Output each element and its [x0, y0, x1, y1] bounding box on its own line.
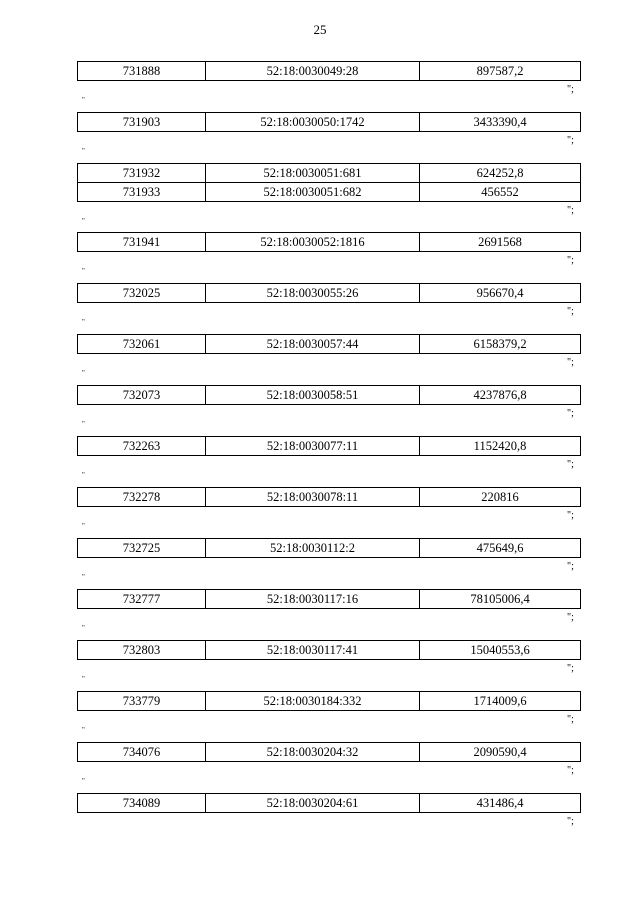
value-cell: 4237876,8: [420, 386, 581, 405]
closing-quote: ";: [567, 84, 574, 95]
record-table: [77, 163, 581, 202]
cadastral-number-cell: 52:18:0030204:32: [206, 743, 420, 762]
closing-quote: ";: [567, 135, 574, 146]
table-row: [78, 164, 581, 183]
record-number-cell: 732777: [78, 590, 206, 609]
value-cell: 456552: [420, 183, 581, 202]
opening-quote: ": [82, 573, 85, 581]
record-table: [77, 283, 581, 303]
cadastral-number-cell: 52:18:0030078:11: [206, 488, 420, 507]
opening-quote: ": [82, 267, 85, 275]
value-cell: 2090590,4: [420, 743, 581, 762]
record-number-cell: 732025: [78, 284, 206, 303]
record-table: [77, 640, 581, 660]
value-cell: 1152420,8: [420, 437, 581, 456]
page-number: 25: [313, 22, 327, 37]
record-number-cell: 731933: [78, 183, 206, 202]
record-table: [77, 691, 581, 711]
value-cell: 78105006,4: [420, 590, 581, 609]
record-number-cell: 734089: [78, 794, 206, 813]
cadastral-number-cell: 52:18:0030184:332: [206, 692, 420, 711]
record-table: [77, 436, 581, 456]
closing-quote: ";: [567, 714, 574, 725]
value-cell: 624252,8: [420, 164, 581, 183]
record-table: [77, 232, 581, 252]
closing-quote: ";: [567, 459, 574, 470]
value-cell: 431486,4: [420, 794, 581, 813]
table-row: [78, 488, 581, 507]
table-row: [78, 62, 581, 81]
cadastral-number-cell: 52:18:0030204:61: [206, 794, 420, 813]
table-row: [78, 692, 581, 711]
closing-quote: ";: [567, 765, 574, 776]
opening-quote: ": [82, 675, 85, 683]
opening-quote: ": [82, 96, 85, 104]
closing-quote: ";: [567, 561, 574, 572]
record-table: [77, 385, 581, 405]
cadastral-number-cell: 52:18:0030050:1742: [206, 113, 420, 132]
value-cell: 897587,2: [420, 62, 581, 81]
opening-quote: ": [82, 471, 85, 479]
record-number-cell: 732803: [78, 641, 206, 660]
table-row: [78, 386, 581, 405]
table-row: [78, 183, 581, 202]
record-number-cell: 732061: [78, 335, 206, 354]
closing-quote: ";: [567, 510, 574, 521]
cadastral-number-cell: 52:18:0030057:44: [206, 335, 420, 354]
table-row: [78, 437, 581, 456]
opening-quote: ": [82, 522, 85, 530]
cadastral-number-cell: 52:18:0030051:682: [206, 183, 420, 202]
cadastral-number-cell: 52:18:0030117:16: [206, 590, 420, 609]
cadastral-number-cell: 52:18:0030117:41: [206, 641, 420, 660]
table-row: [78, 539, 581, 558]
record-number-cell: 732725: [78, 539, 206, 558]
value-cell: 956670,4: [420, 284, 581, 303]
cadastral-number-cell: 52:18:0030051:681: [206, 164, 420, 183]
cadastral-number-cell: 52:18:0030112:2: [206, 539, 420, 558]
table-row: [78, 590, 581, 609]
record-table: [77, 589, 581, 609]
value-cell: 220816: [420, 488, 581, 507]
record-table: [77, 793, 581, 813]
opening-quote: ": [82, 369, 85, 377]
record-number-cell: 731903: [78, 113, 206, 132]
table-row: [78, 641, 581, 660]
opening-quote: ": [82, 726, 85, 734]
record-table: [77, 112, 581, 132]
record-number-cell: 732278: [78, 488, 206, 507]
record-number-cell: 731888: [78, 62, 206, 81]
cadastral-number-cell: 52:18:0030055:26: [206, 284, 420, 303]
cadastral-number-cell: 52:18:0030049:28: [206, 62, 420, 81]
record-number-cell: 732073: [78, 386, 206, 405]
value-cell: 1714009,6: [420, 692, 581, 711]
cadastral-number-cell: 52:18:0030052:1816: [206, 233, 420, 252]
record-number-cell: 731941: [78, 233, 206, 252]
record-table: [77, 61, 581, 81]
table-row: [78, 284, 581, 303]
closing-quote: ";: [567, 408, 574, 419]
closing-quote: ";: [567, 816, 574, 827]
opening-quote: ": [82, 624, 85, 632]
closing-quote: ";: [567, 205, 574, 216]
closing-quote: ";: [567, 357, 574, 368]
record-table: [77, 742, 581, 762]
table-row: [78, 335, 581, 354]
value-cell: 15040553,6: [420, 641, 581, 660]
record-table: [77, 334, 581, 354]
record-number-cell: 734076: [78, 743, 206, 762]
closing-quote: ";: [567, 663, 574, 674]
record-number-cell: 732263: [78, 437, 206, 456]
value-cell: 6158379,2: [420, 335, 581, 354]
table-row: [78, 233, 581, 252]
closing-quote: ";: [567, 612, 574, 623]
opening-quote: ": [82, 420, 85, 428]
record-table: [77, 538, 581, 558]
record-number-cell: 731932: [78, 164, 206, 183]
cadastral-number-cell: 52:18:0030058:51: [206, 386, 420, 405]
opening-quote: ": [82, 147, 85, 155]
record-number-cell: 733779: [78, 692, 206, 711]
table-row: [78, 113, 581, 132]
table-row: [78, 794, 581, 813]
cadastral-number-cell: 52:18:0030077:11: [206, 437, 420, 456]
opening-quote: ": [82, 318, 85, 326]
value-cell: 2691568: [420, 233, 581, 252]
opening-quote: ": [82, 217, 85, 225]
value-cell: 475649,6: [420, 539, 581, 558]
table-row: [78, 743, 581, 762]
value-cell: 3433390,4: [420, 113, 581, 132]
closing-quote: ";: [567, 306, 574, 317]
opening-quote: ": [82, 777, 85, 785]
closing-quote: ";: [567, 255, 574, 266]
record-table: [77, 487, 581, 507]
